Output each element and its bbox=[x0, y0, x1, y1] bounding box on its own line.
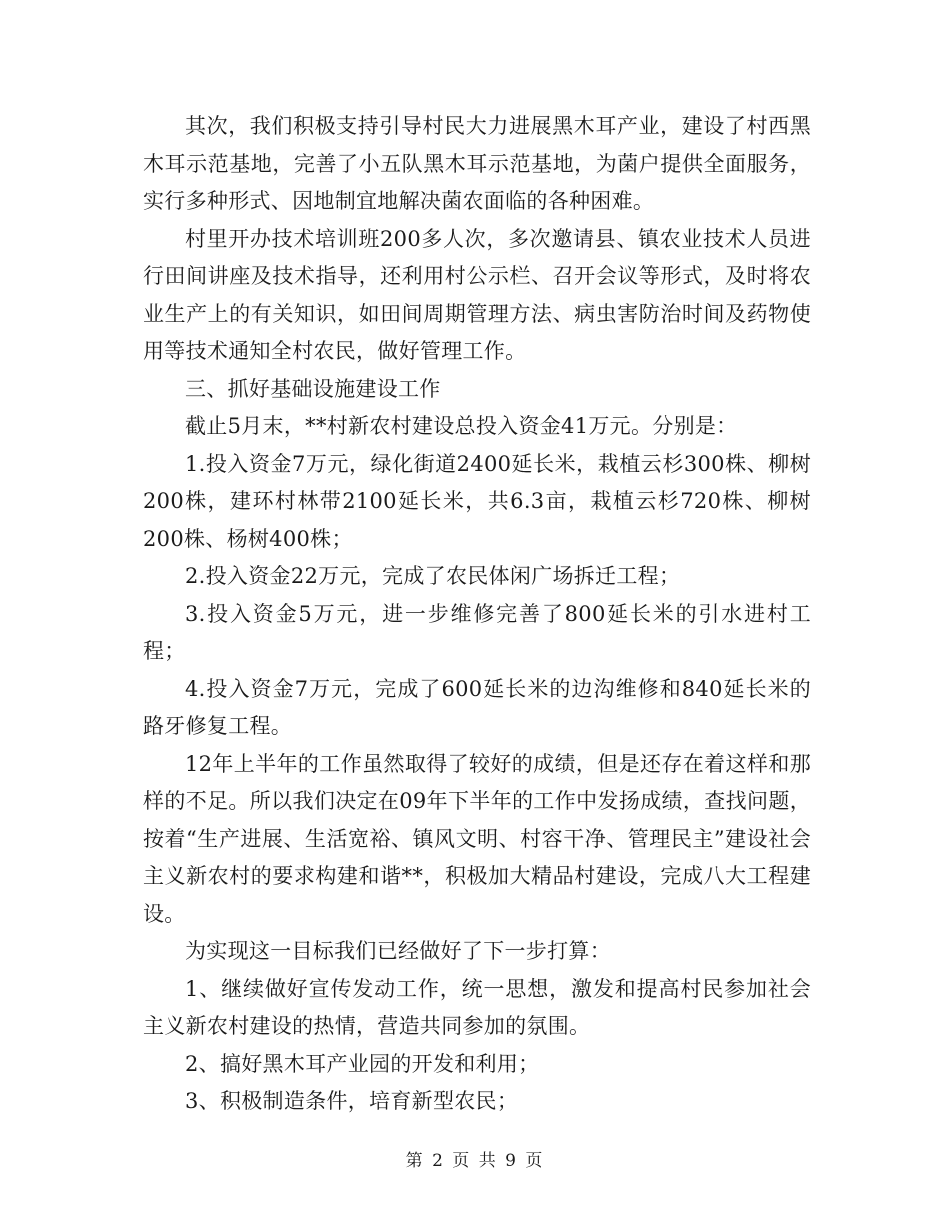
paragraph-2: 村里开办技术培训班200多人次，多次邀请县、镇农业技术人员进行田间讲座及技术指导，还利用村公示栏、召开会议等形式，及时将农业生产上的有关知识，如田间周期管理方法、病虫害防治时间及药物使用等技术通知全村农民，做好管理工作。 bbox=[143, 226, 811, 363]
paragraph-5: 为实现这一目标我们已经做好了下一步打算： bbox=[185, 939, 611, 963]
list-item-1: 1.投入资金7万元，绿化街道2400延长米，栽植云杉300株、柳树200株，建环村林带2100延长米，共6.3亩，栽植云杉720株、柳树200株、杨树400株； bbox=[143, 451, 811, 551]
plan-item-2: 2、搞好黑木耳产业园的开发和利用； bbox=[185, 1051, 540, 1076]
paragraph-4: 12年上半年的工作虽然取得了较好的成绩，但是还存在着这样和那样的不足。所以我们决定在09年下半年的工作中发扬成绩，查找问题，按着“生产进展、生活宽裕、镇风文明、村容干净、管理民主”建设社会主义新农村的要求构建和谐**，积极加大精品村建设，完成八大工程建设。 bbox=[143, 751, 811, 926]
list-item-3: 3.投入资金5万元，进一步维修完善了800延长米的引水进村工程； bbox=[143, 601, 811, 663]
paragraph-3: 截止5月末，**村新农村建设总投入资金41万元。分别是： bbox=[185, 414, 738, 438]
list-item-2: 2.投入资金22万元，完成了农民体闲广场拆迁工程； bbox=[185, 564, 681, 588]
plan-item-3: 3、积极制造条件，培育新型农民； bbox=[185, 1089, 519, 1113]
paragraph-1: 其次，我们积极支持引导村民大力进展黑木耳产业，建设了村西黑木耳示范基地，完善了小五队黑木耳示范基地，为菌户提供全面服务，实行多种形式、因地制宜地解决菌农面临的各种困难。 bbox=[143, 114, 811, 213]
page-number-footer: 第 2 页 共 9 页 bbox=[405, 1151, 545, 1171]
list-item-4: 4.投入资金7万元，完成了600延长米的边沟维修和840延长米的路牙修复工程。 bbox=[143, 676, 811, 738]
document-body bbox=[143, 108, 811, 1121]
plan-item-1: 1、继续做好宣传发动工作，统一思想，激发和提高村民参加社会主义新农村建设的热情，营造共同参加的氛围。 bbox=[143, 976, 811, 1038]
section-heading: 三、抓好基础设施建设工作 bbox=[185, 376, 441, 401]
